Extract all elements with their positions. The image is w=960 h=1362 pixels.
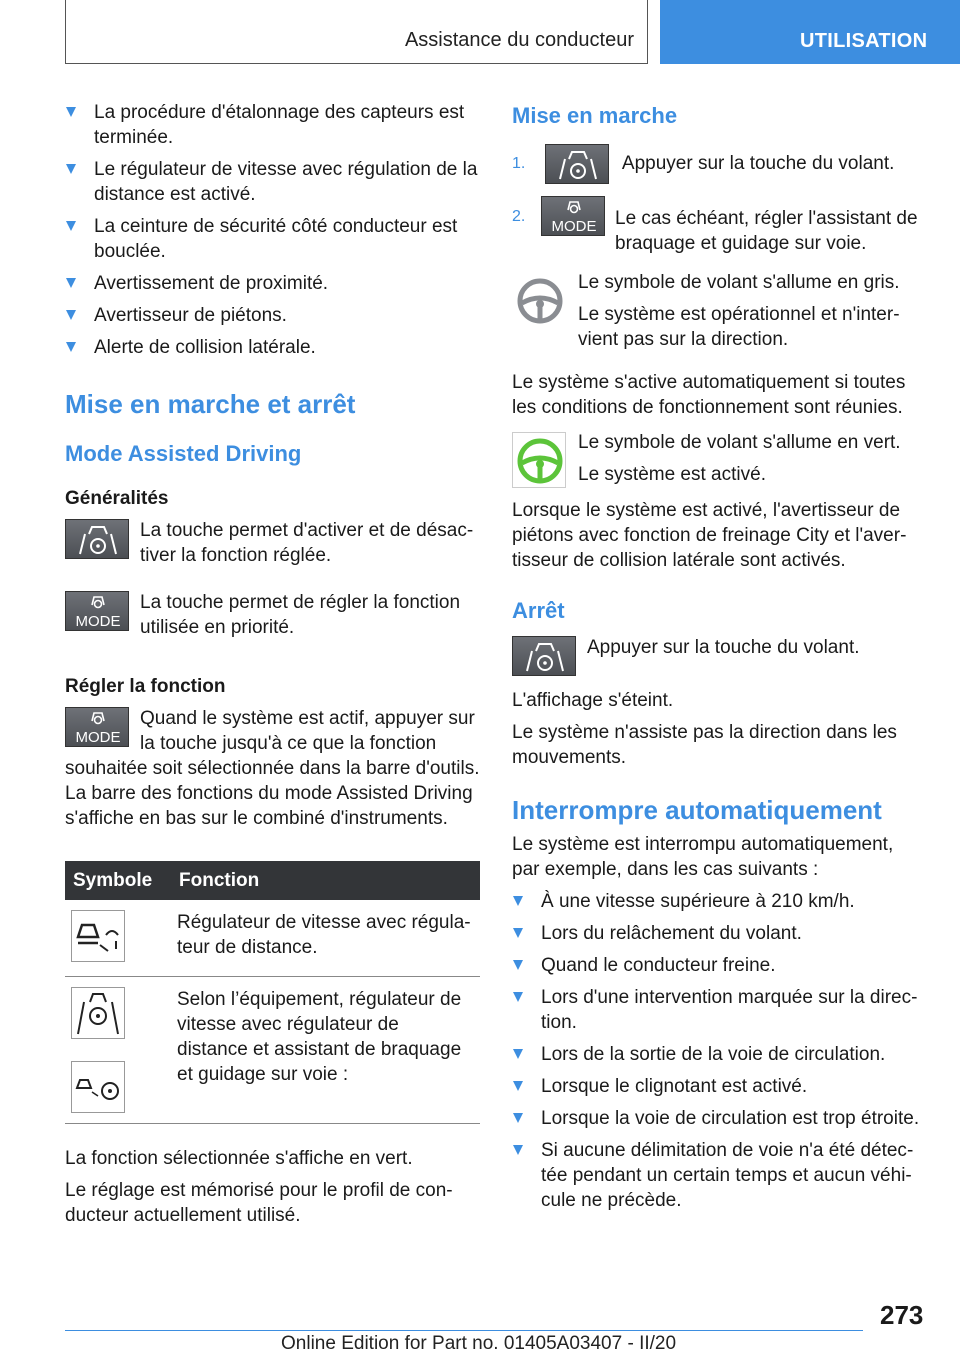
step-number: 2.: [512, 208, 526, 225]
step-text: Le cas échéant, régler l'assistant de braquage et guidage sur voie.: [615, 208, 918, 254]
bullet-triangle-icon: [66, 310, 76, 320]
grey-symbol-text: Le symbole de volant s'allume en gris.: [578, 272, 900, 293]
svg-text:MODE: MODE: [551, 218, 597, 235]
auto-activation-text: Le système s'active automatiquement si toutes les conditions de fonctionnement sont réunies.: [512, 372, 906, 418]
list-item: Lors d'une intervention marquée sur la direction.: [512, 985, 922, 1035]
heading-assisted-driving: Mode Assisted Driving: [65, 441, 302, 466]
footer-divider: [65, 1330, 863, 1331]
header-section-box: [65, 0, 648, 64]
list-item: Avertissement de proximité.: [65, 271, 480, 296]
off-system-text: Le système n'assiste pas la direction dans les mouvements.: [512, 722, 897, 768]
bullet-triangle-icon: [513, 1113, 523, 1123]
after-table-text-1: La fonction sélectionnée s'affiche en vert.: [65, 1148, 413, 1169]
cruise-distance-icon: [71, 910, 125, 962]
header-chapter-tab: [660, 0, 960, 64]
heading-on-off: Mise en marche et arrêt: [65, 389, 356, 419]
right-column: [512, 100, 922, 1220]
left-column: [65, 100, 480, 1228]
svg-text:MODE: MODE: [75, 613, 121, 630]
list-item: Alerte de collision latérale.: [65, 335, 480, 360]
list-item: Lorsque la voie de circulation est trop étroite.: [512, 1106, 922, 1131]
interrupt-intro-text: Le système est interrompu automatiquement, par exemple, dans les cas suivants :: [512, 834, 894, 880]
step-1: [512, 144, 922, 184]
bullet-triangle-icon: [513, 928, 523, 938]
bullet-triangle-icon: [513, 1049, 523, 1059]
heading-set-function: Régler la fonction: [65, 676, 226, 697]
heading-switch-on: Mise en marche: [512, 103, 678, 128]
list-item: Avertisseur de piétons.: [65, 303, 480, 328]
bullet-triangle-icon: [513, 992, 523, 1002]
general-text-1: La touche permet d'activer et de désactiver la fonction réglée.: [140, 520, 474, 566]
steering-wheel-green-icon: [512, 432, 566, 488]
assist-button-icon: [512, 636, 576, 676]
table-header-symbol: Symbole: [65, 861, 171, 900]
page-number: 273: [880, 1300, 924, 1330]
condition-list: [65, 100, 480, 360]
bullet-triangle-icon: [66, 164, 76, 174]
header-chapter-title: UTILISATION: [800, 30, 928, 52]
off-display-text: L'affichage s'éteint.: [512, 690, 674, 711]
table-row: [65, 977, 480, 1124]
list-item: La procédure d'étalonnage des capteurs est terminée.: [65, 100, 480, 150]
cruise-steering-icon: [71, 1061, 125, 1113]
bullet-triangle-icon: [66, 278, 76, 288]
heading-auto-interrupt: Interrompre automatiquement: [512, 795, 882, 825]
bullet-triangle-icon: [513, 1145, 523, 1155]
step-text: Appuyer sur la touche du volant.: [621, 153, 895, 174]
mode-button-icon: [65, 707, 129, 747]
list-item: Si aucune délimitation de voie n'a été détectée pendant un certain temps et aucun véhicule ne précède.: [512, 1138, 922, 1213]
off-instruction-text: Appuyer sur la touche du volant.: [587, 637, 860, 658]
set-text: Quand le système est actif, appuyer sur la touche jusqu'à ce que la fonction souhaitée soit sélectionnée dans la barre d'outils.: [65, 708, 480, 779]
symbol-table: [65, 861, 480, 1124]
step-2: [512, 196, 922, 256]
svg-text:MODE: MODE: [75, 729, 121, 746]
bullet-triangle-icon: [513, 960, 523, 970]
list-item: Le régulateur de vitesse avec régulation de la distance est activé.: [65, 157, 480, 207]
interrupt-list: [512, 889, 922, 1213]
table-cell: Régulateur de vitesse avec régulateur de distance.: [171, 900, 480, 977]
list-item: Lors de la sortie de la voie de circulation.: [512, 1042, 922, 1067]
green-system-text: Le système est activé.: [578, 464, 766, 485]
green-symbol-text: Le symbole de volant s'allume en vert.: [578, 432, 901, 453]
assist-button-icon: [65, 519, 129, 559]
bullet-triangle-icon: [66, 221, 76, 231]
mode-button-icon: [541, 196, 605, 236]
list-item: Lors du relâchement du volant.: [512, 921, 922, 946]
mode-button-icon: [65, 591, 129, 631]
list-item: Quand le conducteur freine.: [512, 953, 922, 978]
bullet-triangle-icon: [513, 896, 523, 906]
bullet-triangle-icon: [66, 107, 76, 117]
set-text-2: La barre des fonctions du mode Assisted Driving s'affiche en bas sur le combiné d'instruments.: [65, 783, 473, 829]
table-row: [65, 900, 480, 977]
general-text-2: La touche permet de régler la fonction utilisée en priorité.: [140, 592, 461, 638]
assist-button-icon: [545, 144, 609, 184]
heading-general: Généralités: [65, 488, 169, 509]
bullet-triangle-icon: [513, 1081, 523, 1091]
bullet-triangle-icon: [66, 342, 76, 352]
heading-switch-off: Arrêt: [512, 598, 565, 623]
grey-system-text: Le système est opérationnel et n'intervient pas sur la direction.: [578, 304, 900, 350]
header-section-title: Assistance du conducteur: [404, 29, 634, 51]
footer-edition: Online Edition for Part no. 01405A03407 - II/20: [281, 1333, 677, 1354]
step-number: 1.: [512, 155, 526, 173]
list-item: Lorsque le clignotant est activé.: [512, 1074, 922, 1099]
list-item: À une vitesse supérieure à 210 km/h.: [512, 889, 922, 914]
steering-wheel-grey-icon: [512, 272, 566, 328]
table-cell: Selon l’équipement, régulateur de vitesse avec régulateur de distance et assistant de braquage et guidage sur voie :: [171, 977, 480, 1124]
activated-text: Lorsque le système est activé, l'avertisseur de piétons avec fonction de freinage City et l'avertisseur de collision latérale sont activés.: [512, 500, 907, 571]
lane-assist-icon: [71, 987, 125, 1039]
after-table-text-2: Le réglage est mémorisé pour le profil de conducteur actuellement utilisé.: [65, 1180, 453, 1226]
table-header-function: Fonction: [171, 861, 480, 900]
list-item: La ceinture de sécurité côté conducteur est bouclée.: [65, 214, 480, 264]
